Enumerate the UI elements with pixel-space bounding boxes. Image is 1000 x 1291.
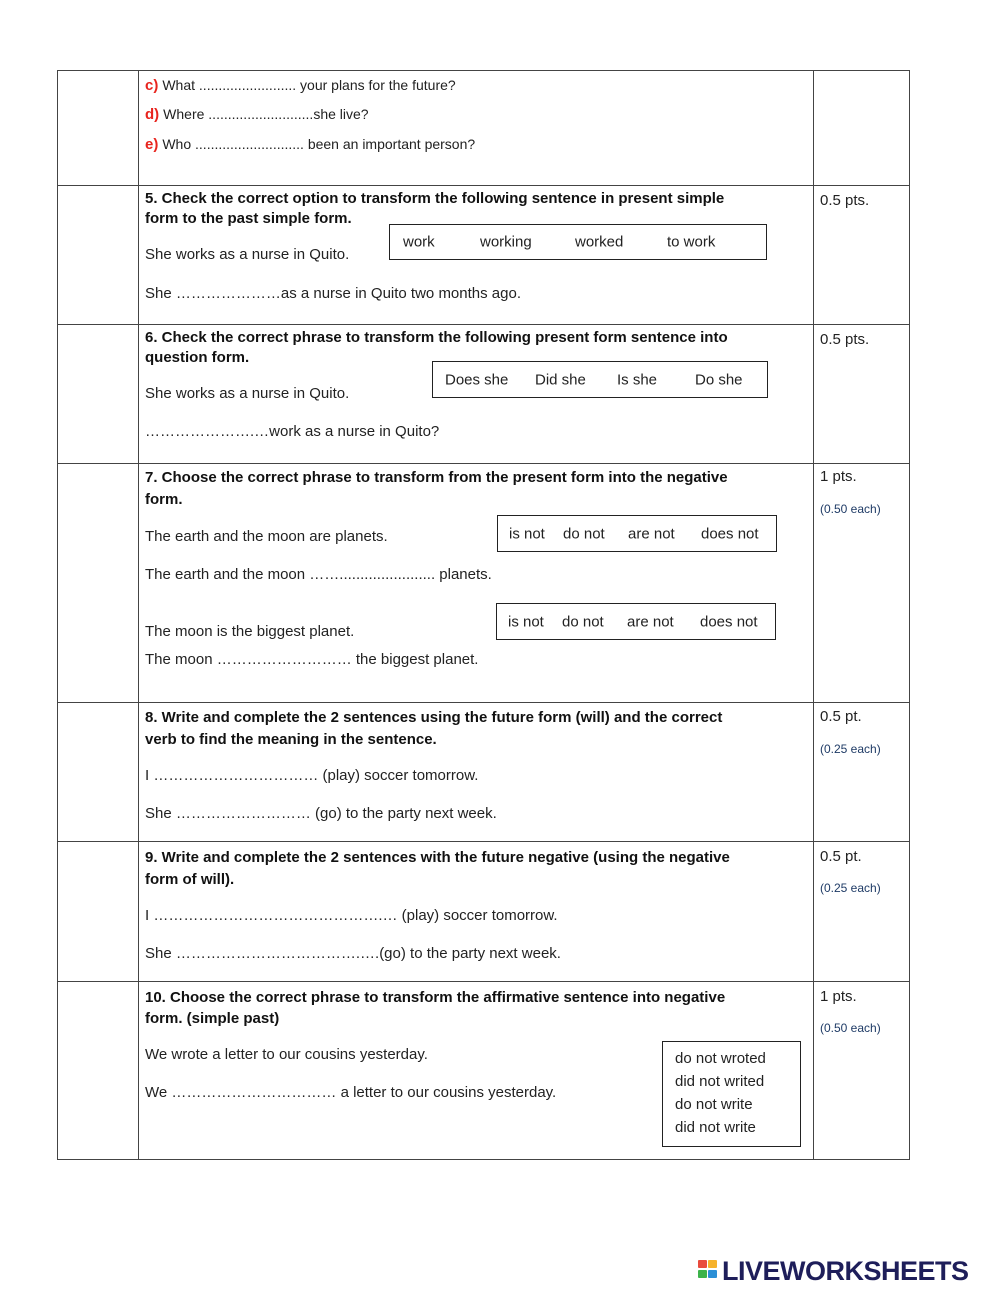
liveworksheets-logo (698, 1256, 969, 1286)
q10-option-3[interactable]: do not write (675, 1096, 753, 1113)
q10-title-line2: form. (simple past) (145, 1010, 280, 1027)
q6-sentence: She works as a nurse in Quito. (145, 385, 350, 402)
logo-text: LIVEWORKSHEETS (722, 1255, 969, 1286)
q7-sentence-2: The moon is the biggest planet. (145, 623, 355, 640)
table-border-left (57, 70, 58, 1160)
column-divider (138, 70, 139, 1160)
item-letter: c) (145, 77, 159, 94)
q10-option-1[interactable]: do not wroted (675, 1050, 766, 1067)
q8-line-1: I …………………………… (play) soccer tomorrow. (145, 767, 479, 784)
row-divider (57, 185, 910, 186)
q7-option-is-not[interactable]: is not (509, 525, 545, 542)
q6-option-does-she[interactable]: Does she (445, 371, 509, 388)
q8-title-line2: verb to find the meaning in the sentence. (145, 731, 437, 748)
q7-blank-sentence-1: The earth and the moon ……....................... planets. (145, 566, 492, 583)
logo-square-green (698, 1270, 707, 1278)
q10-blank-sentence: We …………………………… a letter to our cousins yesterday. (145, 1084, 557, 1101)
q5-sentence: She works as a nurse in Quito. (145, 246, 350, 263)
table-border-top (57, 70, 910, 71)
logo-square-yellow (708, 1260, 717, 1268)
item-d (145, 105, 369, 124)
q9-title-line2: form of will). (145, 871, 235, 888)
q8-title (145, 707, 795, 751)
q9-points: 0.5 pt. (820, 848, 862, 865)
item-text: Where ...........................she live? (163, 106, 369, 122)
q6-points: 0.5 pts. (820, 331, 870, 348)
q10-points-each: (0.50 each) (820, 1021, 881, 1035)
q10-title-line1: 10. Choose the correct phrase to transform the affirmative sentence into negative (145, 989, 726, 1006)
q10-option-2[interactable]: did not writed (675, 1073, 765, 1090)
q10-title (145, 987, 795, 1029)
q6-title-line1: 6. Check the correct phrase to transform the following present form sentence into (145, 329, 728, 346)
item-c (145, 76, 456, 95)
row-divider (57, 463, 910, 464)
q7-option-are-not[interactable]: are not (627, 613, 674, 630)
q9-title (145, 847, 795, 891)
table-border-bottom (57, 1159, 910, 1160)
q7-sentence-1: The earth and the moon are planets. (145, 528, 388, 545)
q9-title-line1: 9. Write and complete the 2 sentences with the future negative (using the negative (145, 849, 730, 866)
item-letter: e) (145, 136, 159, 153)
q10-sentence: We wrote a letter to our cousins yesterday. (145, 1046, 428, 1063)
q7-option-do-not[interactable]: do not (562, 613, 604, 630)
row-divider (57, 702, 910, 703)
q5-blank-sentence: She …………………as a nurse in Quito two months ago. (145, 285, 521, 302)
item-letter: d) (145, 106, 160, 123)
q7-options-box-2 (496, 603, 776, 640)
row-divider (57, 981, 910, 982)
q9-line-2: She ……………………………….….(go) to the party next week. (145, 945, 561, 962)
q6-option-do-she[interactable]: Do she (695, 371, 743, 388)
q5-option-working[interactable]: working (480, 233, 532, 251)
q5-points: 0.5 pts. (820, 192, 870, 209)
q6-title-line2: question form. (145, 349, 250, 366)
q8-points-each: (0.25 each) (820, 742, 881, 756)
q9-points-each: (0.25 each) (820, 881, 881, 895)
q7-option-do-not[interactable]: do not (563, 525, 605, 542)
q6-blank-sentence: ………………….…work as a nurse in Quito? (145, 423, 440, 440)
item-text: Who ............................ been an important person? (162, 136, 476, 152)
q7-option-does-not[interactable]: does not (700, 613, 758, 630)
q7-options-box-1 (497, 515, 777, 552)
q8-title-line1: 8. Write and complete the 2 sentences using the future form (will) and the correct (145, 709, 723, 726)
q7-points-each: (0.50 each) (820, 502, 881, 516)
q7-title-line1: 7. Choose the correct phrase to transform from the present form into the negative (145, 469, 728, 486)
item-text: What ......................... your plans for the future? (162, 77, 456, 93)
q10-option-4[interactable]: did not write (675, 1119, 756, 1136)
logo-mark-icon (698, 1258, 718, 1284)
logo-square-red (698, 1260, 707, 1268)
row-divider (57, 324, 910, 325)
q7-option-is-not[interactable]: is not (508, 613, 544, 630)
logo-square-blue (708, 1270, 717, 1278)
q5-option-worked[interactable]: worked (575, 233, 624, 251)
q6-options-box (432, 361, 768, 398)
q7-points: 1 pts. (820, 468, 857, 485)
q7-title-line2: form. (145, 491, 183, 508)
table-border-right (909, 70, 910, 1160)
q8-line-2: She ……………………… (go) to the party next week. (145, 805, 497, 822)
q5-title (145, 189, 795, 229)
q7-option-does-not[interactable]: does not (701, 525, 759, 542)
q6-option-did-she[interactable]: Did she (535, 371, 586, 388)
q9-line-1: I ……………………………………….… (play) soccer tomorrow. (145, 907, 558, 924)
column-divider (813, 70, 814, 1160)
q10-points: 1 pts. (820, 988, 857, 1005)
q10-options-box (662, 1041, 801, 1147)
q5-options-box (389, 224, 767, 260)
q6-option-is-she[interactable]: Is she (617, 371, 658, 388)
q5-option-to-work[interactable]: to work (667, 233, 716, 251)
q5-title-line2: form to the past simple form. (145, 210, 352, 227)
q7-option-are-not[interactable]: are not (628, 525, 675, 542)
q5-option-work[interactable]: work (403, 233, 435, 251)
q7-title (145, 467, 795, 511)
row-divider (57, 841, 910, 842)
item-e (145, 135, 475, 154)
q5-title-line1: 5. Check the correct option to transform the following sentence in present simple (145, 190, 725, 207)
q7-blank-sentence-2: The moon ……………………… the biggest planet. (145, 651, 479, 668)
q8-points: 0.5 pt. (820, 708, 862, 725)
